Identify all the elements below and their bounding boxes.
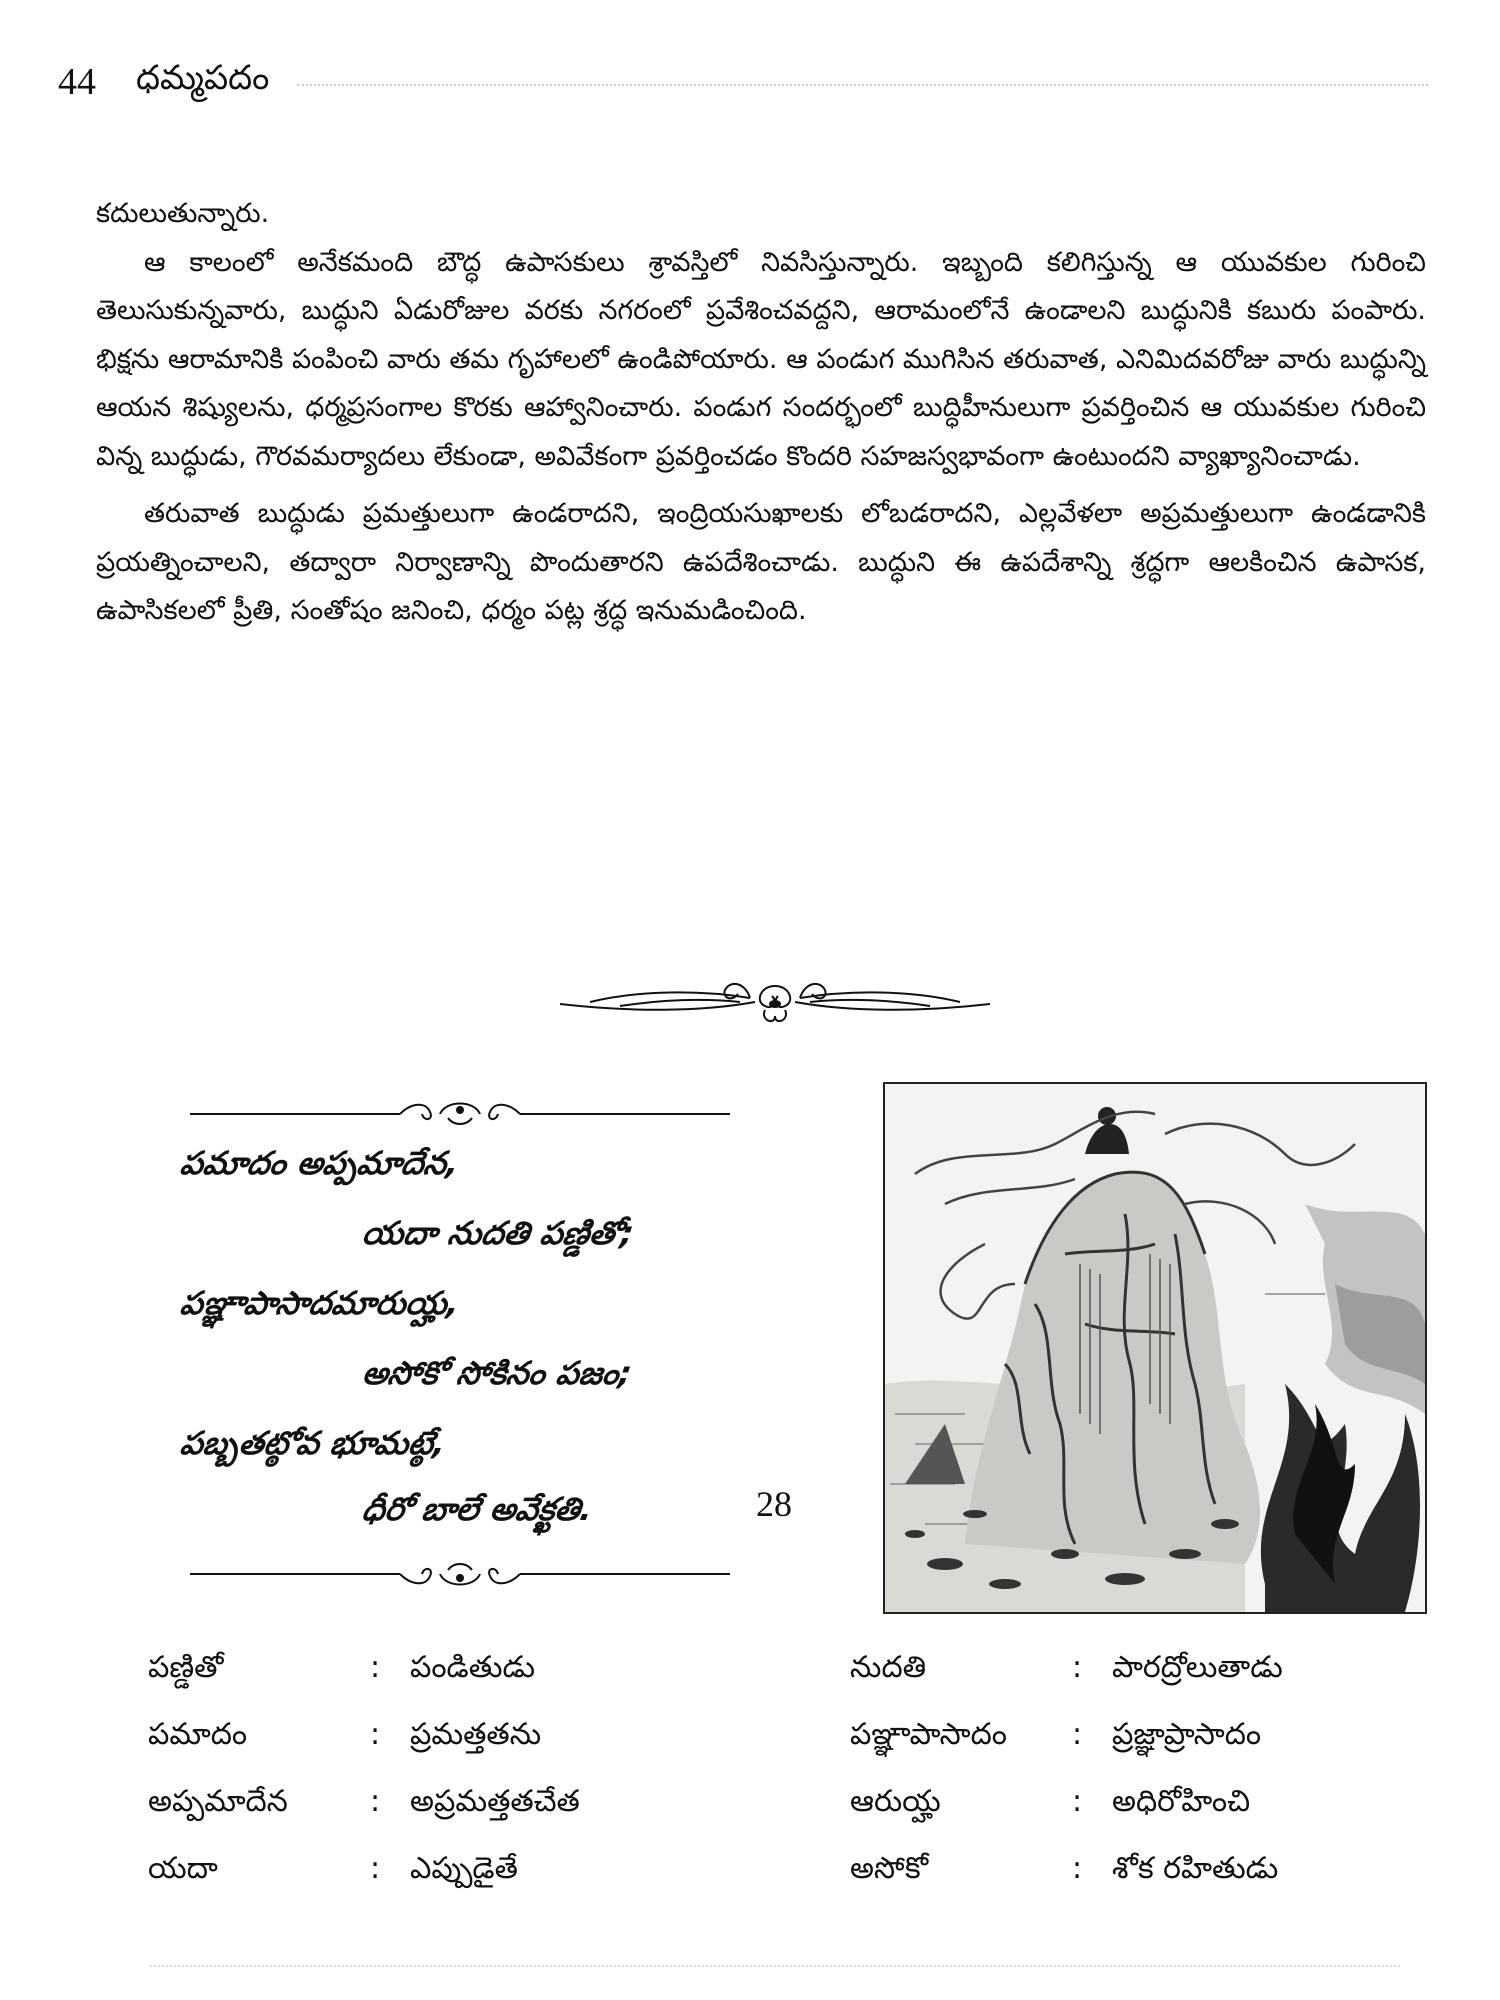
illustration-drawing [885, 1084, 1425, 1612]
verse-bottom-ornament [190, 1560, 730, 1590]
glossary-meaning: పారద్రోలుతాడు [1112, 1650, 1283, 1685]
glossary-term: ఆరుయ్హ [850, 1784, 941, 1819]
verse-line-4: అసోకో సోకినం పజం; [359, 1354, 635, 1392]
verse-number: 28 [756, 1484, 792, 1524]
paragraph-2: ఆ కాలంలో అనేకమంది బౌద్ధ ఉపాసకులు శ్రావస్తిలో నివసిస్తున్నారు. ఇబ్బంది కలిగిస్తున్న ఆ యువకుల గురించి తెలుసుకున్నవారు, బుద్ధుని ఏడురోజుల వరకు నగరంలో ప్రవేశించవద్దని, ఆరామంలోనే ఉండాలని బుద్ధునికి కబురు పంపారు. భిక్షను ఆరామానికి పంపించి వారు తమ గృహాలలో ఉండిపోయారు. ఆ పండుగ ముగిసిన తరువాత, ఎనిమిదవరోజు వారు బుద్ధున్ని ఆయన శిష్యులను, ధర్మప్రసంగాల కొరకు ఆహ్వానించారు. పండుగ సందర్భంలో బుద్ధిహీనులుగా ప్రవర్తించిన ఆ యువకుల గురించి విన్న బుద్ధుడు, గౌరవమర్యాదలు లేకుండా, అవివేకంగా ప్రవర్తించడం కొందరి సహజస్వభావంగా ఉంటుందని వ్యాఖ్యానించాడు. [96, 246, 1426, 472]
illustration-buddha-on-rock [883, 1082, 1427, 1614]
verse-block [176, 1098, 816, 1586]
glossary-term: అప్పమాదేన [148, 1784, 288, 1819]
glossary-meaning: అధిరోహించి [1112, 1784, 1251, 1819]
glossary-term: పణ్డితో [148, 1650, 224, 1685]
page-number: 44 [58, 61, 96, 103]
glossary-sep: : [370, 1717, 381, 1752]
glossary-sep: : [1072, 1717, 1083, 1752]
verse-line-3: పఞ్ఞాపాసాదమారుయ్హ, [177, 1284, 462, 1322]
footer-rule [150, 1965, 1400, 1967]
glossary-meaning: పండితుడు [410, 1650, 536, 1685]
glossary-sep: : [1072, 1851, 1083, 1886]
glossary-term: పమాదం [148, 1717, 248, 1752]
glossary-meaning: శోక రహితుడు [1112, 1851, 1279, 1886]
verse-line-1: పమాదం అప్పమాదేన, [177, 1144, 462, 1182]
glossary-sep: : [1072, 1784, 1083, 1819]
glossary-meaning: ప్రమత్తతను [410, 1717, 542, 1752]
paragraph-3: తరువాత బుద్ధుడు ప్రమత్తులుగా ఉండరాదని, ఇంద్రియసుఖాలకు లోబడరాదని, ఎల్లవేళలా అప్రమత్తులుగా ఉండడానికి ప్రయత్నించాలని, తద్వారా నిర్వాణాన్ని పొందుతారని ఉపదేశించాడు. బుద్ధుని ఈ ఉపదేశాన్ని శ్రద్ధగా ఆలకించిన ఉపాసక, ఉపాసికలలో ప్రీతి, సంతోషం జనించి, ధర్మం పట్ల శ్రద్ధ ఇనుమడించింది. [96, 498, 1426, 626]
verse-line-6: ధీరో బాలే అవేక్ఖతి. [359, 1490, 596, 1528]
glossary-meaning: అప్రమత్తతచేత [410, 1784, 580, 1819]
book-title: ధమ్మపదం [136, 58, 270, 98]
glossary-sep: : [370, 1851, 381, 1886]
body-text [96, 190, 1426, 636]
ornament-divider [560, 972, 990, 1032]
paragraph-1: కదులుతున్నారు. [96, 198, 270, 229]
verse-line-5: పబ్బతట్ఠోవ భూమట్ఠే, [177, 1424, 449, 1462]
glossary-term: అసోకో [850, 1851, 929, 1886]
glossary-term: యదా [148, 1851, 218, 1886]
glossary-sep: : [1072, 1650, 1083, 1685]
glossary-term: పఞ్ఞాపాసాదం [850, 1717, 1007, 1752]
running-header [58, 52, 1428, 112]
glossary-meaning: ఎప్పుడైతే [410, 1851, 518, 1886]
glossary-term: నుదతి [850, 1650, 927, 1685]
glossary-meaning: ప్రజ్ఞాప్రాసాదం [1112, 1717, 1262, 1752]
verse-top-ornament [190, 1098, 730, 1128]
verse-line-2: యదా నుదతి పణ్డితో; [359, 1214, 637, 1252]
header-rule [297, 84, 1428, 86]
glossary-sep: : [370, 1784, 381, 1819]
glossary-sep: : [370, 1650, 381, 1685]
